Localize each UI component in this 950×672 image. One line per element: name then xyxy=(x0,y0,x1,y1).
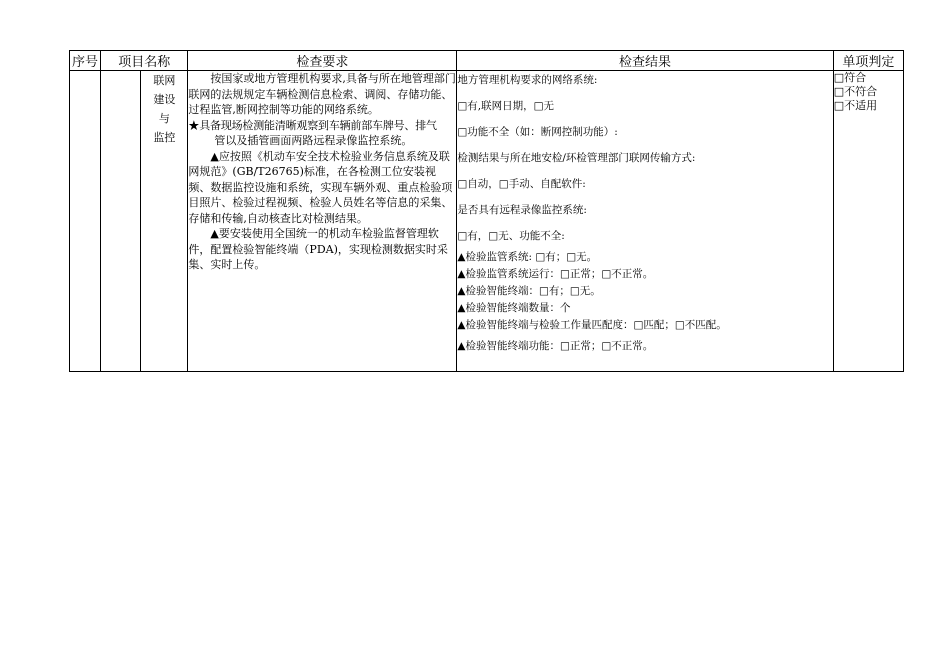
item-name-line: 联网 xyxy=(153,74,176,87)
judgement-option-nonconform[interactable]: □不符合 xyxy=(833,85,878,98)
judgement-option-not-applicable[interactable]: □不适用 xyxy=(833,99,878,112)
inspection-table xyxy=(69,50,904,372)
header-requirement: 检查要求 xyxy=(188,51,457,71)
project-category-cell xyxy=(101,71,141,372)
requirement-star-line: ★具备现场检测能清晰观察到车辆前部车牌号、排气 xyxy=(188,118,437,132)
result-line: □有，□无、功能不全: xyxy=(457,230,565,242)
result-cell xyxy=(457,71,833,372)
header-result: 检查结果 xyxy=(457,51,833,71)
header-row xyxy=(70,51,904,71)
result-line: ▲检验监管系统运行：□正常；□不正常。 xyxy=(457,268,654,280)
requirement-star-line-cont: 管以及插管画面两路远程录像监控系统。 xyxy=(214,134,413,147)
result-line: □功能不全（如：断网控制功能）: xyxy=(457,126,618,138)
header-judgement: 单项判定 xyxy=(833,51,903,71)
requirement-cell xyxy=(188,71,457,372)
item-name-line: 建设 xyxy=(153,93,176,106)
item-name-line: 监控 xyxy=(153,131,176,144)
header-project: 项目名称 xyxy=(101,51,188,71)
result-line: ▲检验智能终端功能：□正常；□不正常。 xyxy=(457,340,654,352)
result-line: ▲检验智能终端与检验工作量匹配度：□匹配；□不匹配。 xyxy=(457,319,727,331)
requirement-paragraph: 按国家或地方管理机构要求,具备与所在地管理部门联网的法规规定车辆检测信息检索、调阅、存储功能、过程监管,断网控制等功能的网络系统。 xyxy=(188,72,456,116)
item-name-line: 与 xyxy=(158,112,170,125)
judgement-option-conform[interactable]: □符合 xyxy=(833,71,867,84)
requirement-paragraph: ▲要安装使用全国统一的机动车检验监督管理软件，配置检验智能终端（PDA)，实现检测数据实时采集、实时上传。 xyxy=(188,227,448,271)
item-name-cell xyxy=(141,71,188,372)
result-line: 检测结果与所在地安检/环检管理部门联网传输方式: xyxy=(457,152,696,164)
result-line: □自动，□手动、自配软件: xyxy=(457,178,586,190)
table-row xyxy=(70,71,904,372)
result-line: ▲检验智能终端数量：个 xyxy=(457,302,571,314)
result-line: ▲检验智能终端：□有；□无。 xyxy=(457,285,601,297)
result-line: 地方管理机构要求的网络系统: xyxy=(457,74,598,86)
judgement-cell xyxy=(833,71,903,372)
header-seq: 序号 xyxy=(70,51,101,71)
seq-cell xyxy=(70,71,101,372)
requirement-paragraph: ▲应按照《机动车安全技术检验业务信息系统及联网规范》(GB/T26765)标准，在各检测工位安装视频、数据监控设施和系统，实现车辆外观、重点检验项目照片、检验过程视频、检验人员姓名等信息的采集、存储和传输,自动核查比对检测结果。 xyxy=(188,149,453,225)
result-line: □有,联网日期，□无 xyxy=(457,100,555,112)
result-line: ▲检验监管系统: □有；□无。 xyxy=(457,251,598,263)
result-line: 是否具有远程录像监控系统: xyxy=(457,204,587,216)
